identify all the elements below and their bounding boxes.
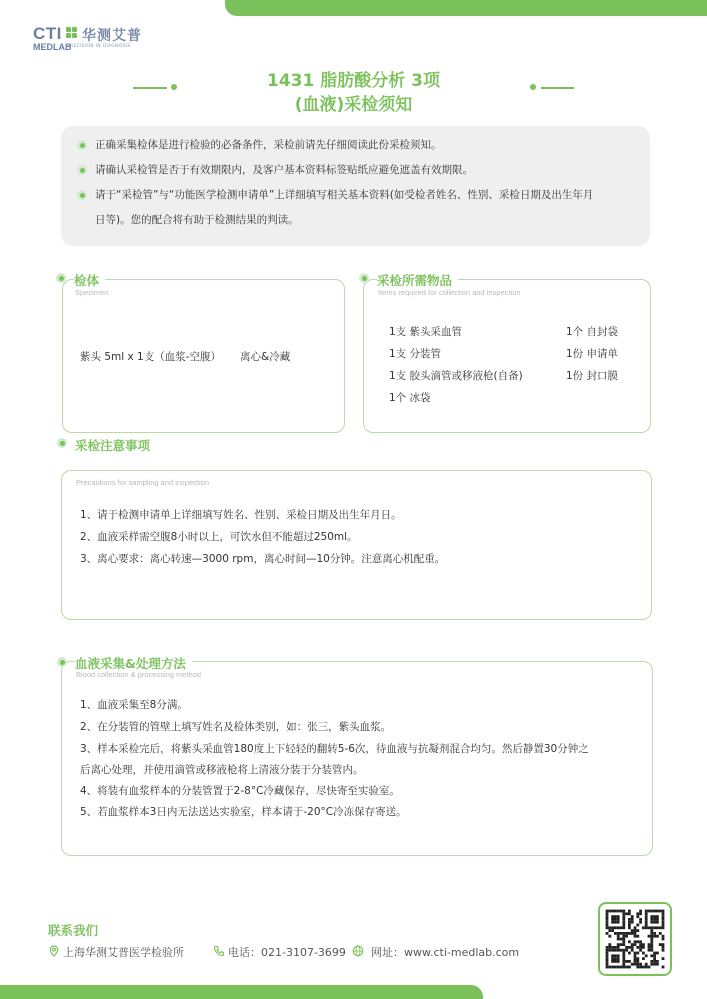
method-item: 3、样本采检完后，将紫头采血管180度上下轻轻的翻转5-6次，待血液与抗凝剂混合均匀。然后静置30分钟之 xyxy=(80,743,589,755)
precautions-card xyxy=(61,470,652,620)
notice-item-continued: 日等)。您的配合将有助于检测结果的判读。 xyxy=(95,214,299,226)
notice-item: 正确采集检体是进行检验的必备条件，采检前请先仔细阅读此份采检须知。 xyxy=(77,135,442,156)
title-left-line xyxy=(133,87,167,89)
globe-icon xyxy=(352,945,364,957)
method-item: 1、血液采集至8分满。 xyxy=(80,699,188,711)
title-right-dot xyxy=(530,84,536,90)
logo-cti: CTI xyxy=(33,24,62,43)
bullet-icon xyxy=(77,140,87,150)
supply-item: 1支 胶头滴管或移液枪(自备) xyxy=(389,370,523,382)
logo xyxy=(33,24,163,52)
title-left-dot xyxy=(171,84,177,90)
qr-code-graphic xyxy=(600,904,670,974)
top-accent-bar xyxy=(225,0,707,16)
location-icon xyxy=(48,945,60,957)
bottom-accent-bar xyxy=(0,985,483,999)
supply-item: 1份 申请单 xyxy=(566,348,619,360)
bullet-icon xyxy=(77,165,87,175)
footer-website[interactable]: 网址：www.cti-medlab.com xyxy=(371,946,520,959)
contact-title: 联系我们 xyxy=(48,923,99,938)
supply-item: 1个 自封袋 xyxy=(566,326,619,338)
specimen-title: 检体 xyxy=(74,271,105,289)
page-title-line2: (血液)采检须知 xyxy=(294,95,413,115)
qr-code-icon xyxy=(598,902,672,976)
specimen-handling: 离心&冷藏 xyxy=(240,351,291,363)
notice-item: 请于“采检管”与“功能医学检测申请单”上详细填写相关基本资料(如受检者姓名、性别、采检日期及出生年月 xyxy=(77,185,593,206)
precaution-item: 1、请于检测申请单上详细填写姓名、性别、采检日期及出生年月日。 xyxy=(80,509,402,521)
section-dot-icon xyxy=(57,657,67,667)
supplies-subtitle: Items required for collection and inspection xyxy=(378,288,521,297)
method-item-continued: 后离心处理，并使用滴管或移液枪将上清液分装于分装管内。 xyxy=(80,764,364,776)
method-item: 5、若血浆样本3日内无法送达实验室，样本请于-20°C冷冻保存寄送。 xyxy=(80,806,407,818)
footer-address: 上海华测艾普医学检验所 xyxy=(63,946,184,959)
section-dot-icon xyxy=(359,273,369,283)
bullet-icon xyxy=(77,190,87,200)
phone-icon xyxy=(213,945,225,957)
precaution-item: 3、离心要求：离心转速—3000 rpm，离心时间—10分钟。注意离心机配重。 xyxy=(80,553,446,565)
logo-dots-icon xyxy=(66,27,78,39)
method-item: 2、在分装管的管壁上填写姓名及检体类别，如：张三，紫头血浆。 xyxy=(80,721,392,733)
method-item: 4、将装有血浆样本的分装管置于2-8°C冷藏保存，尽快寄至实验室。 xyxy=(80,785,400,797)
precautions-title: 采检注意事项 xyxy=(75,436,156,454)
method-subtitle: Blood collection & processing method xyxy=(76,670,202,679)
footer-phone: 电话：021-3107-3699 xyxy=(228,946,346,959)
specimen-tube: 紫头 5ml x 1支（血浆-空腹） xyxy=(80,351,222,363)
section-dot-icon xyxy=(56,273,66,283)
section-dot-icon xyxy=(57,438,67,448)
method-card xyxy=(61,661,653,856)
logo-medlab: MEDLAB xyxy=(33,42,72,52)
precautions-subtitle: Precautions for sampling and inspection xyxy=(76,478,209,487)
notice-item: 请确认采检管是否于有效期限内，及客户基本资料标签贴纸应避免遮盖有效期限。 xyxy=(77,160,473,181)
logo-name-cn: 华测艾普 xyxy=(82,28,142,44)
method-title: 血液采集&处理方法 xyxy=(75,654,192,672)
supply-item: 1个 冰袋 xyxy=(389,392,431,404)
page-title-line1: 1431 脂肪酸分析 3项 xyxy=(267,71,440,91)
logo-tagline: PRECISION IN DIAGNOSIS xyxy=(67,44,131,49)
title-right-line xyxy=(541,87,574,89)
precaution-item: 2、血液采样需空腹8小时以上，可饮水但不能超过250ml。 xyxy=(80,531,358,543)
supply-item: 1支 紫头采血管 xyxy=(389,326,463,338)
supply-item: 1份 封口膜 xyxy=(566,370,619,382)
supplies-title: 采检所需物品 xyxy=(377,271,458,289)
supply-item: 1支 分装管 xyxy=(389,348,442,360)
notice-box xyxy=(61,126,650,246)
specimen-subtitle: Specimen xyxy=(75,288,109,297)
